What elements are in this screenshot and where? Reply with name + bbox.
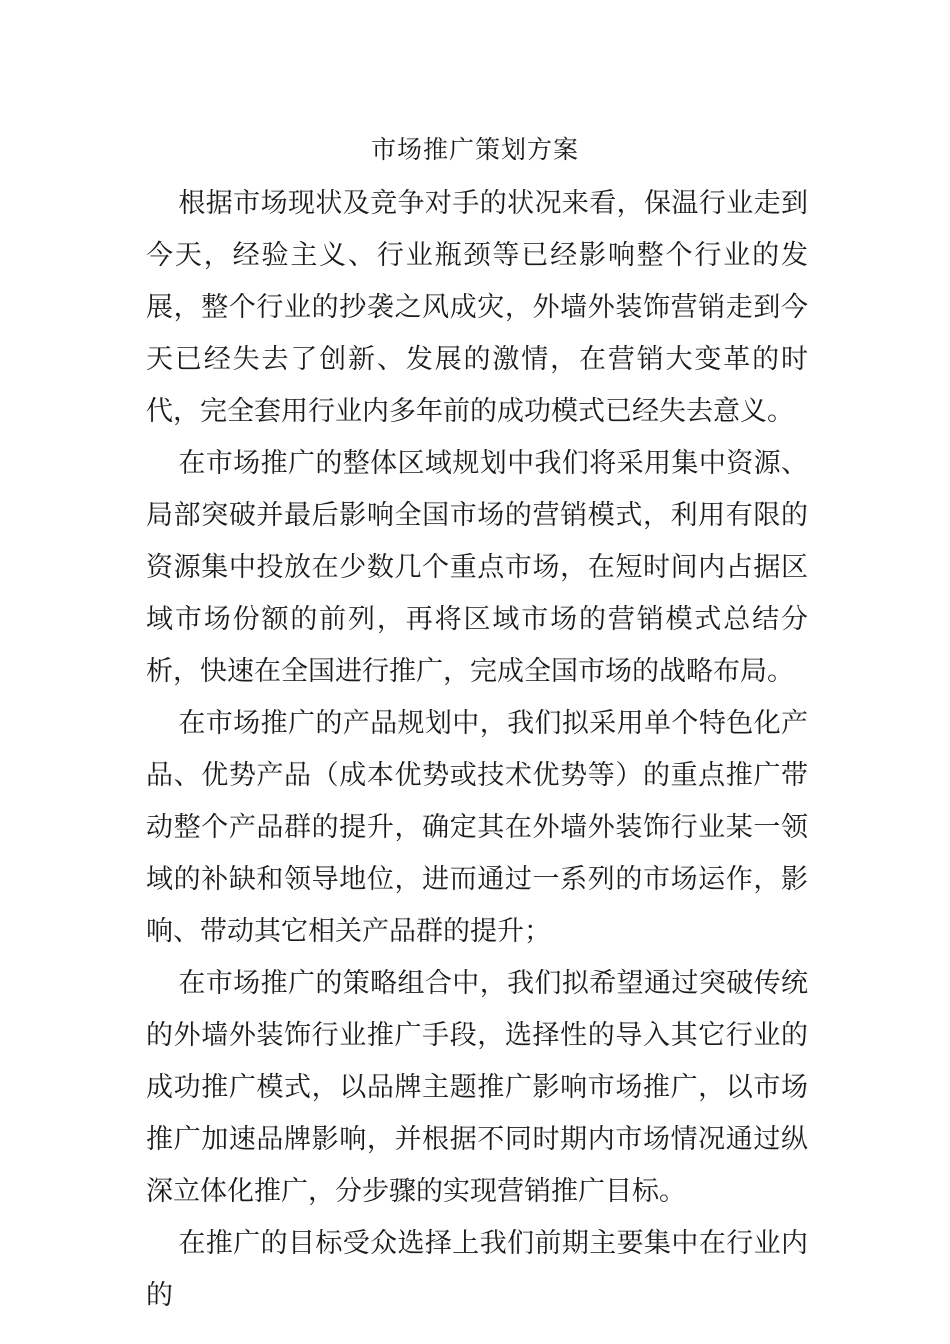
paragraph-5: 在推广的目标受众选择上我们前期主要集中在行业内的 (146, 1228, 808, 1311)
paragraph-3: 在市场推广的产品规划中，我们拟采用单个特色化产品、优势产品（成本优势或技术优势等）的重点推广带动整个产品群的提升，确定其在外墙外装饰行业某一领域的补缺和领导地位，进而通过一系列的市场运作，影响、带动其它相关产品群的提升； (146, 708, 808, 947)
paragraph-2: 在市场推广的整体区域规划中我们将采用集中资源、局部突破并最后影响全国市场的营销模式，利用有限的资源集中投放在少数几个重点市场，在短时间内占据区域市场份额的前列，再将区域市场的营销模式总结分析，快速在全国进行推广，完成全国市场的战略布局。 (146, 448, 808, 687)
document-body (146, 178, 808, 1322)
document-title: 市场推广策划方案 (370, 135, 579, 164)
paragraph-1: 根据市场现状及竞争对手的状况来看，保温行业走到今天，经验主义、行业瓶颈等已经影响整个行业的发展，整个行业的抄袭之风成灾，外墙外装饰营销走到今天已经失去了创新、发展的激情，在营销大变革的时代，完全套用行业内多年前的成功模式已经失去意义。 (146, 188, 808, 427)
paragraph-4: 在市场推广的策略组合中，我们拟希望通过突破传统的外墙外装饰行业推广手段，选择性的导入其它行业的成功推广模式，以品牌主题推广影响市场推广，以市场推广加速品牌影响，并根据不同时期内市场情况通过纵深立体化推广，分步骤的实现营销推广目标。 (146, 968, 808, 1207)
